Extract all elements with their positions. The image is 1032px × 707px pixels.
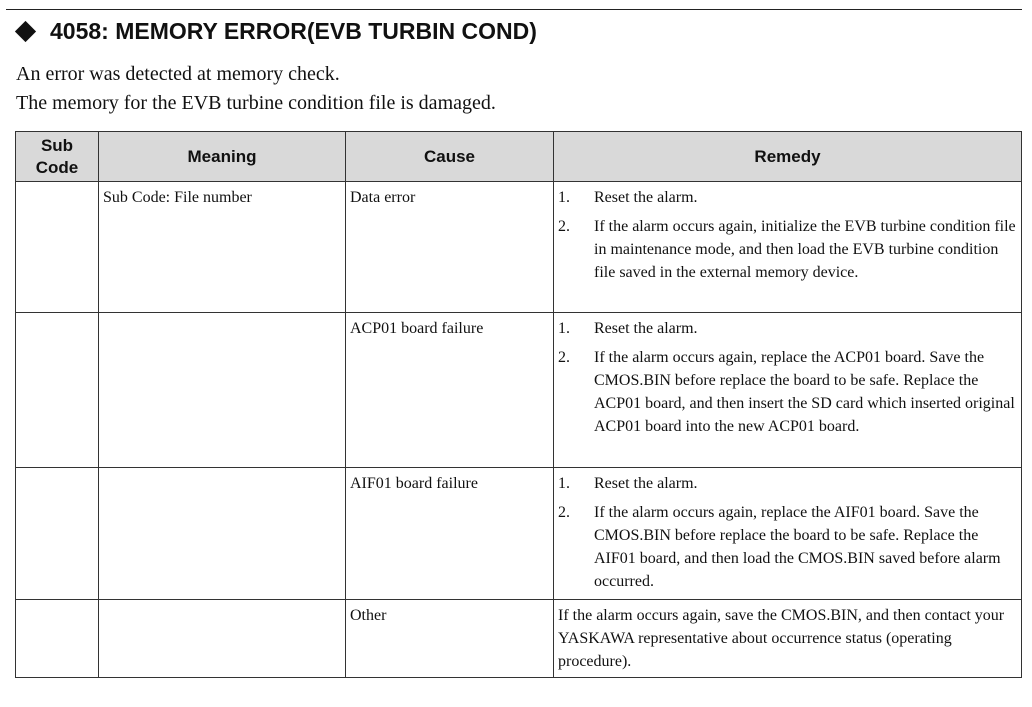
remedy-step: 1. Reset the alarm. xyxy=(558,320,698,337)
meaning-cell xyxy=(99,600,346,678)
header-remedy: Remedy xyxy=(554,132,1022,182)
remedy-step: 1. Reset the alarm. xyxy=(558,475,698,492)
cause-cell: Other xyxy=(346,600,554,678)
sub-code-cell xyxy=(16,600,99,678)
top-rule xyxy=(6,9,1022,10)
intro-text xyxy=(16,60,496,118)
remedy-steps xyxy=(558,317,1017,438)
alarm-table xyxy=(15,131,1022,678)
remedy-step: 1. Reset the alarm. xyxy=(558,189,698,206)
remedy-step: 2. If the alarm occurs again, replace the ACP01 board. Save the CMOS.BIN before replace the board to be safe. Replace the ACP01 board, and then insert the SD card which inserted original ACP01 board into the new ACP01 board. xyxy=(558,349,1015,435)
table-row xyxy=(16,468,1022,600)
diamond-bullet-icon xyxy=(15,20,36,41)
heading-title: 4058: MEMORY ERROR(EVB TURBIN COND) xyxy=(50,17,537,44)
remedy-cell xyxy=(554,313,1022,468)
remedy-steps xyxy=(558,472,1017,593)
remedy-step: 2. If the alarm occurs again, initialize the EVB turbine condition file in maintenance mode, and then load the EVB turbine condition file saved in the external memory device. xyxy=(558,218,1016,281)
cause-cell: ACP01 board failure xyxy=(346,313,554,468)
remedy-steps xyxy=(558,186,1017,284)
meaning-cell xyxy=(99,468,346,600)
section-heading xyxy=(14,14,537,48)
intro-line-1: An error was detected at memory check. xyxy=(16,63,340,85)
table-header-row xyxy=(16,132,1022,182)
remedy-step: 2. If the alarm occurs again, replace the AIF01 board. Save the CMOS.BIN before replace the board to be safe. Replace the AIF01 board, and then load the CMOS.BIN saved before alarm occurred. xyxy=(558,504,1001,590)
remedy-cell: If the alarm occurs again, save the CMOS.BIN, and then contact your YASKAWA representative about occurrence status (operating procedure). xyxy=(554,600,1022,678)
remedy-cell xyxy=(554,182,1022,313)
cause-cell: Data error xyxy=(346,182,554,313)
intro-line-2: The memory for the EVB turbine condition file is damaged. xyxy=(16,92,496,114)
table-row xyxy=(16,600,1022,678)
cause-cell: AIF01 board failure xyxy=(346,468,554,600)
header-meaning: Meaning xyxy=(99,132,346,182)
sub-code-cell xyxy=(16,468,99,600)
meaning-cell: Sub Code: File number xyxy=(99,182,346,313)
sub-code-cell xyxy=(16,313,99,468)
sub-code-cell xyxy=(16,182,99,313)
table-row xyxy=(16,182,1022,313)
table-row xyxy=(16,313,1022,468)
meaning-cell xyxy=(99,313,346,468)
header-cause: Cause xyxy=(346,132,554,182)
remedy-cell xyxy=(554,468,1022,600)
header-sub-code: Sub Code xyxy=(16,132,99,182)
